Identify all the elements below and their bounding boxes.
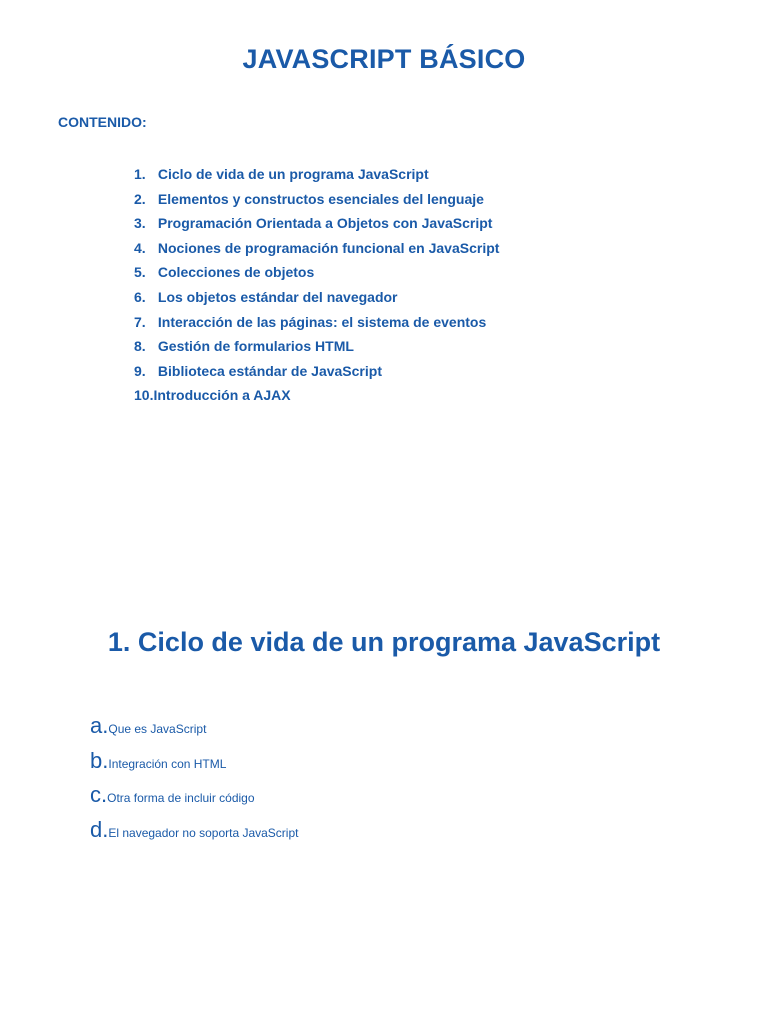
toc-label: Los objetos estándar del navegador [157,288,398,305]
section-title: 1. Ciclo de vida de un programa JavaScript [107,627,661,657]
toc-item [134,336,499,361]
subtopic-label: El navegador no soporta JavaScript [108,825,299,840]
toc-number: 8. [134,338,146,355]
subtopic-item [90,817,298,852]
toc-label: Biblioteca estándar de JavaScript [157,362,382,379]
toc-number: 7. [134,313,146,330]
toc-item [134,189,499,214]
toc-number: 6. [134,288,146,305]
toc-item [134,312,499,337]
subtopic-item [90,713,298,748]
subtopic-letter: b. [90,747,109,773]
toc-number: 1. [134,166,146,182]
subtopic-label: Otra forma de incluir código [107,791,255,805]
toc-number: 10. [134,387,154,404]
toc-item [134,287,499,312]
toc-label: Ciclo de vida de un programa JavaScript [157,166,429,182]
subtopic-letter: a. [90,713,109,738]
toc-label: Nociones de programación funcional en JavaScript [157,239,500,256]
toc-item [134,262,499,287]
toc-number: 2. [134,190,146,207]
document-title: JAVASCRIPT BÁSICO [242,44,526,74]
toc-label: Programación Orientada a Objetos con JavaScript [157,215,493,232]
toc-number: 5. [134,264,146,281]
toc-number: 4. [134,239,146,256]
table-of-contents [134,164,499,410]
toc-item [134,361,499,386]
subtopic-label: Que es JavaScript [108,722,207,736]
toc-item [134,213,499,238]
toc-label: Introducción a AJAX [153,387,291,404]
subtopic-letter: d. [90,816,109,842]
toc-item [134,238,499,263]
toc-number: 9. [134,362,146,379]
toc-number: 3. [134,215,146,232]
subtopic-letter: c. [90,782,108,807]
subtopic-item [90,782,298,817]
subtopic-label: Integración con HTML [108,756,227,771]
toc-item [134,385,499,410]
toc-label: Interacción de las páginas: el sistema de eventos [157,313,487,330]
toc-item [134,164,499,189]
toc-label: Elementos y constructos esenciales del lenguaje [157,190,484,207]
contents-label: CONTENIDO: [58,114,147,130]
toc-label: Gestión de formularios HTML [157,338,354,355]
section-subtopics [90,713,298,851]
subtopic-item [90,748,298,783]
toc-label: Colecciones de objetos [157,264,315,281]
